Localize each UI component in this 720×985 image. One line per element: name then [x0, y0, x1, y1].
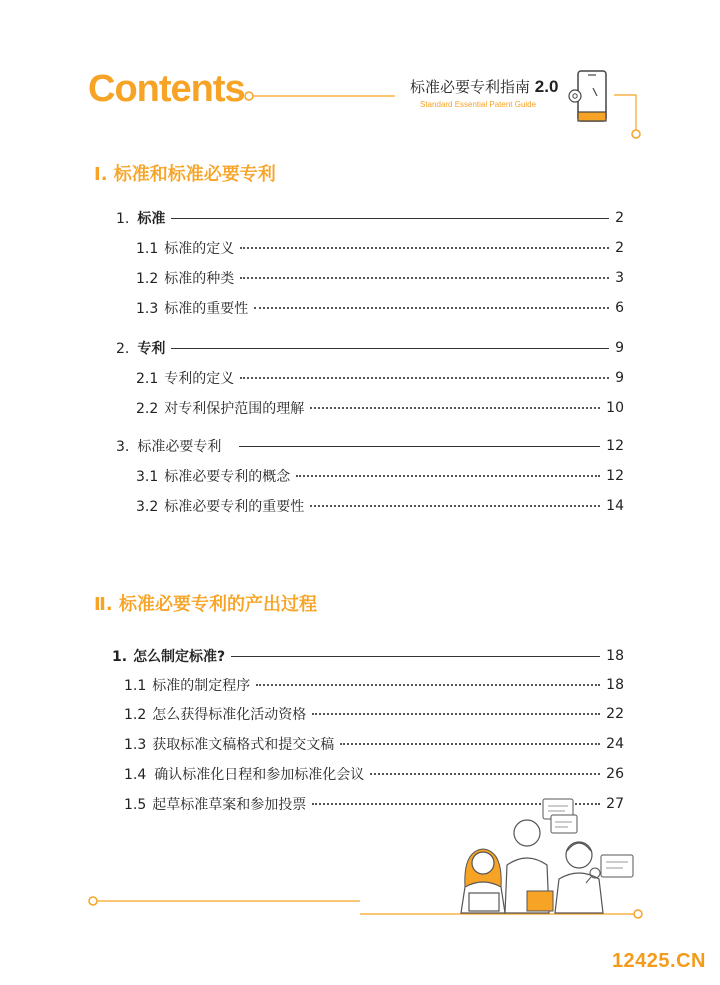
- toc-label: 1.2 标准的种类: [136, 271, 235, 287]
- toc-entry-3-2[interactable]: [136, 496, 624, 516]
- toc-label: 1. 怎么制定标准?: [112, 649, 226, 665]
- toc-entry-3-1[interactable]: [136, 466, 624, 486]
- toc-leader: [310, 505, 600, 507]
- toc-label: 1.3 获取标准文稿格式和提交文稿: [124, 737, 335, 753]
- toc-label: 2.2 对专利保护范围的理解: [136, 401, 305, 417]
- toc-leader: [310, 407, 600, 409]
- toc-page: 18: [606, 648, 624, 664]
- toc-entry-1-2[interactable]: [136, 268, 624, 288]
- toc-page: 24: [606, 736, 624, 752]
- toc-label: 1.1 标准的制定程序: [124, 678, 251, 694]
- toc-leader: [340, 743, 600, 745]
- toc-label: 2. 专利: [116, 341, 166, 357]
- toc-page: 26: [606, 766, 624, 782]
- toc-leader: [370, 773, 600, 775]
- section-title-1: Ⅰ. 标准和标准必要专利: [94, 164, 276, 185]
- toc-leader: [171, 348, 609, 349]
- toc-entry-2-2[interactable]: [136, 398, 624, 418]
- toc-entry-ii-1-4[interactable]: [124, 764, 624, 784]
- toc-label: 1.2 怎么获得标准化活动资格: [124, 707, 307, 723]
- toc-entry-1-1[interactable]: [136, 238, 624, 258]
- toc-leader: [254, 307, 609, 309]
- toc-page: 10: [606, 400, 624, 416]
- toc-page: 12: [606, 468, 624, 484]
- toc-entry-ii-1-2[interactable]: [124, 704, 624, 724]
- toc-label: 1. 标准: [116, 211, 166, 227]
- toc-entry-1-3[interactable]: [136, 298, 624, 318]
- toc-label: 1.1 标准的定义: [136, 241, 235, 257]
- guide-title: 标准必要专利指南 2.0: [410, 77, 559, 96]
- toc-label: 3. 标准必要专利: [116, 439, 222, 455]
- toc-page: 6: [615, 300, 624, 316]
- toc-label: 1.3 标准的重要性: [136, 301, 249, 317]
- toc-entry-3[interactable]: [116, 436, 624, 456]
- toc-page: 18: [606, 677, 624, 693]
- toc-leader: [296, 475, 600, 477]
- toc-label: 3.2 标准必要专利的重要性: [136, 499, 305, 515]
- toc-entry-1[interactable]: [116, 208, 624, 228]
- section-title-2: Ⅱ. 标准必要专利的产出过程: [94, 594, 317, 615]
- guide-subtitle: Standard Essential Patent Guide: [420, 100, 537, 109]
- toc-page: 14: [606, 498, 624, 514]
- toc-leader: [312, 713, 600, 715]
- toc-label: 1.5 起草标准草案和参加投票: [124, 797, 307, 813]
- toc-entry-ii-1-3[interactable]: [124, 734, 624, 754]
- toc-label: 3.1 标准必要专利的概念: [136, 469, 291, 485]
- toc-leader: [239, 446, 600, 447]
- toc-page: 12: [606, 438, 624, 454]
- toc-page: 22: [606, 706, 624, 722]
- toc-leader: [256, 684, 600, 686]
- toc-leader: [171, 218, 609, 219]
- phone-icon: [566, 70, 614, 126]
- toc-leader: [240, 277, 609, 279]
- toc-leader: [240, 377, 609, 379]
- toc-page: 9: [615, 370, 624, 386]
- toc-label: 1.4 确认标准化日程和参加标准化会议: [124, 767, 365, 783]
- toc-page: 9: [615, 340, 624, 356]
- toc-page: 27: [606, 796, 624, 812]
- toc-page: 3: [615, 270, 624, 286]
- contents-title: Contents: [88, 68, 245, 110]
- toc-leader: [231, 656, 600, 657]
- toc-entry-2-1[interactable]: [136, 368, 624, 388]
- toc-entry-2[interactable]: [116, 338, 624, 358]
- toc-entry-ii-1-1[interactable]: [124, 675, 624, 695]
- toc-page: 2: [615, 240, 624, 256]
- toc-page: 2: [615, 210, 624, 226]
- toc-entry-ii-1[interactable]: [112, 646, 624, 666]
- watermark: 12425.CN: [611, 950, 706, 972]
- toc-label: 2.1 专利的定义: [136, 371, 235, 387]
- toc-leader: [240, 247, 609, 249]
- people-illustration: [455, 795, 645, 915]
